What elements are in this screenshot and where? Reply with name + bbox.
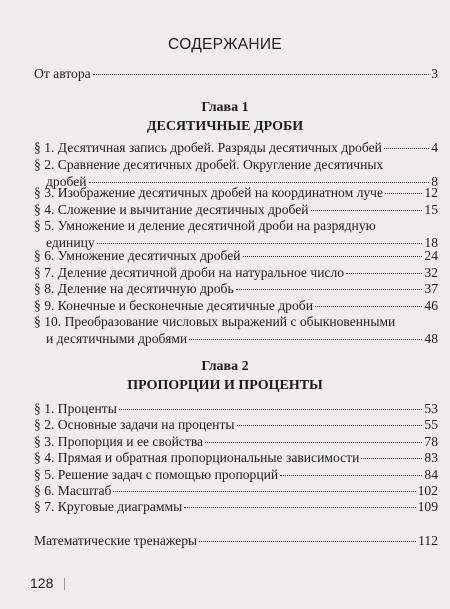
toc-entry: § 9. Конечные и бесконечные десятичные дроби 46 [34, 298, 438, 313]
page-title: СОДЕРЖАНИЕ [168, 36, 282, 53]
toc-entry: § 4. Прямая и обратная пропорциональные зависимости 83 [34, 450, 438, 465]
toc-entry: § 6. Умножение десятичных дробей 24 [34, 248, 438, 263]
toc-entry: § 3. Изображение десятичных дробей на координатном луче 12 [34, 185, 438, 200]
page-divider [64, 578, 65, 590]
chapter-1-name: ДЕСЯТИЧНЫЕ ДРОБИ [146, 119, 304, 134]
toc-entry: § 10. Преобразование числовых выражений с обыкновенными и десятичными дробями 48 [34, 314, 438, 346]
chapter-1-number: Глава 1 [201, 100, 249, 115]
toc-entry: § 3. Пропорция и ее свойства 78 [34, 434, 438, 449]
toc-entry: § 2. Сравнение десятичных дробей. Округление десятичных дробей 8 [34, 157, 438, 189]
toc-entry: § 1. Десятичная запись дробей. Разряды десятичных дробей 4 [34, 140, 438, 155]
chapter-1-heading [0, 100, 450, 135]
chapter-2-name: ПРОПОРЦИИ И ПРОЦЕНТЫ [127, 378, 323, 393]
toc-entry-intro: От автора 3 [34, 66, 438, 81]
toc-entry: § 5. Умножение и деление десятичной дроби на разрядную единицу 18 [34, 218, 438, 250]
toc-entry: § 1. Проценты 53 [34, 401, 438, 416]
toc-entry: § 4. Сложение и вычитание десятичных дробей 15 [34, 202, 438, 217]
chapter-2-number: Глава 2 [201, 359, 249, 374]
toc-entry: § 6. Масштаб 102 [34, 483, 438, 498]
page-number: 128 [30, 575, 54, 591]
toc-entry-trainers: Математические тренажеры 112 [34, 533, 438, 548]
toc-entry: § 7. Деление десятичной дроби на натуральное число 32 [34, 265, 438, 280]
toc-entry: § 7. Круговые диаграммы 109 [34, 499, 438, 514]
toc-entry: § 2. Основные задачи на проценты 55 [34, 417, 438, 432]
toc-entry: § 8. Деление на десятичную дробь 37 [34, 281, 438, 296]
chapter-2-heading [0, 359, 450, 394]
toc-entry: § 5. Решение задач с помощью пропорций 84 [34, 467, 438, 482]
